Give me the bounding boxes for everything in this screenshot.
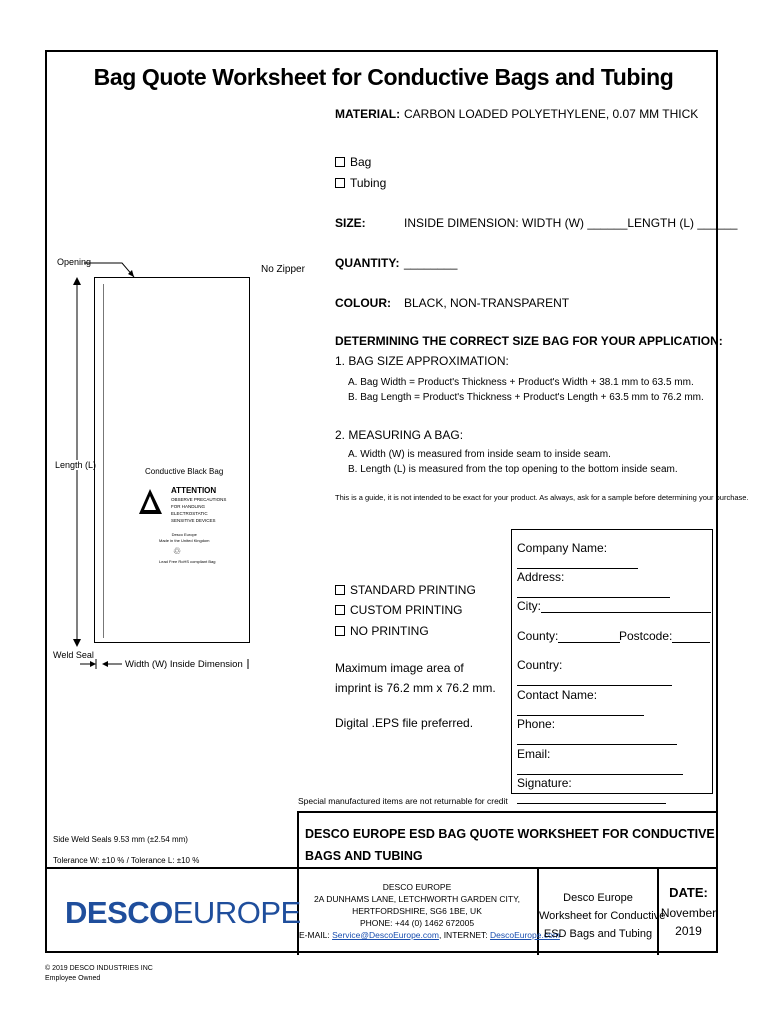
county-label: County: <box>517 629 559 643</box>
approx-a: A. Bag Width = Product's Thickness + Product's Width + 38.1 mm to 63.5 mm. <box>348 377 694 388</box>
weld-seal-label: Weld Seal <box>53 650 94 660</box>
document-name <box>539 889 666 943</box>
eps-note: Digital .EPS file preferred. <box>335 716 474 730</box>
measure-heading: 2. MEASURING A BAG: <box>335 428 464 442</box>
internet-link[interactable]: DescoEurope.com <box>489 930 560 940</box>
no-zipper-label: No Zipper <box>261 264 305 275</box>
esd-symbol-icon <box>138 488 163 516</box>
signature-input-line[interactable] <box>517 792 666 804</box>
section-divider <box>47 867 716 869</box>
address-input-line[interactable] <box>517 586 670 598</box>
county-input-line[interactable] <box>558 631 620 643</box>
guide-note: This is a guide, it is not intended to be exact for your product. As always, ask for a sample before determining your purchase. <box>335 493 749 502</box>
worksheet-frame <box>45 50 749 953</box>
company-input-line[interactable] <box>517 557 638 569</box>
company-label: Company Name: <box>517 541 608 555</box>
side-weld-note: Side Weld Seals 9.53 mm (±2.54 mm) <box>53 835 188 844</box>
bag-inner-seam <box>103 284 245 638</box>
date-block <box>659 882 718 940</box>
worksheet-title: DESCO EUROPE ESD BAG QUOTE WORKSHEET FOR CONDUCTIVE BAGS AND TUBING <box>305 827 715 863</box>
address-field[interactable] <box>517 570 712 598</box>
copyright: © 2019 DESCO INDUSTRIES INC <box>45 965 153 972</box>
bag-rohs-text: Lead Free RoHS compliant Bag <box>159 559 216 564</box>
city-input-line[interactable] <box>541 601 711 613</box>
contact-name-label: Contact Name: <box>517 688 598 702</box>
doc-name-line: Worksheet for Conductive <box>539 910 666 922</box>
address-label: Address: <box>517 570 565 584</box>
bag-small-line: Desco Europe <box>171 532 197 537</box>
quantity-label: QUANTITY: <box>335 256 400 270</box>
signature-field[interactable] <box>517 776 712 804</box>
tolerance-note: Tolerance W: ±10 % / Tolerance L: ±10 % <box>53 856 200 865</box>
page-title: Bag Quote Worksheet for Conductive Bags and Tubing <box>93 64 674 90</box>
county-field[interactable] <box>517 629 620 643</box>
attention-line: SENSITIVE DEVICES <box>171 518 216 523</box>
email-field[interactable] <box>517 747 712 775</box>
bag-option[interactable] <box>335 155 371 169</box>
no-printing-label: NO PRINTING <box>350 624 429 638</box>
date-year: 2019 <box>675 924 702 938</box>
country-input-line[interactable] <box>517 674 672 686</box>
attention-line: FOR HANDLING <box>171 504 206 509</box>
address-links <box>299 929 560 941</box>
email-label: Email: <box>517 747 551 761</box>
doc-name-line: Desco Europe <box>563 892 633 904</box>
doc-name-line: ESD Bags and Tubing <box>543 928 653 940</box>
company-name: DESCO EUROPE <box>382 882 452 892</box>
attention-line: ELECTROSTATIC <box>171 511 208 516</box>
signature-label: Signature: <box>517 776 572 790</box>
email-input-line[interactable] <box>517 763 683 775</box>
custom-printing-checkbox[interactable] <box>335 605 345 615</box>
employee-owned: Employee Owned <box>45 975 101 982</box>
contact-box <box>511 529 713 794</box>
max-area-line-1: Maximum image area of <box>335 661 464 675</box>
tubing-checkbox[interactable] <box>335 178 345 188</box>
phone-input-line[interactable] <box>517 733 677 745</box>
contact-name-field[interactable] <box>517 688 712 716</box>
address-phone: PHONE: +44 (0) 1462 672005 <box>359 918 475 928</box>
bag-small-line: Made in the United Kingdom <box>159 538 210 543</box>
email-prefix: E-MAIL: <box>299 930 333 940</box>
logo-bold: DESCO <box>65 895 173 930</box>
tubing-option[interactable] <box>335 176 386 190</box>
postcode-field[interactable] <box>619 629 710 643</box>
date-label: DATE: <box>669 885 708 900</box>
internet-prefix: , INTERNET: <box>438 930 490 940</box>
contact-name-input-line[interactable] <box>517 704 644 716</box>
approx-heading: 1. BAG SIZE APPROXIMATION: <box>335 354 509 368</box>
bag-small-print <box>159 532 209 544</box>
footer <box>45 964 153 984</box>
attention-line: OBSERVE PRECAUTIONS <box>171 497 227 502</box>
custom-printing-option[interactable] <box>335 603 462 617</box>
tubing-option-label: Tubing <box>350 176 387 190</box>
no-printing-checkbox[interactable] <box>335 626 345 636</box>
country-field[interactable] <box>517 658 712 686</box>
standard-printing-option[interactable] <box>335 583 476 597</box>
desco-europe-logo <box>65 895 301 931</box>
measure-a: A. Width (W) is measured from inside seam to inside seam. <box>348 449 611 460</box>
bag-option-label: Bag <box>350 155 372 169</box>
material-value: CARBON LOADED POLYETHYLENE, 0.07 MM THICK <box>404 107 699 121</box>
width-label: Width (W) Inside Dimension <box>125 659 243 670</box>
city-label: City: <box>517 599 541 613</box>
address-block <box>299 881 560 941</box>
custom-printing-label: CUSTOM PRINTING <box>350 603 463 617</box>
recycle-icon: ♲ <box>173 546 182 556</box>
quantity-value: ________ <box>404 256 458 270</box>
phone-field[interactable] <box>517 717 712 745</box>
section-divider <box>297 811 299 867</box>
logo-light: EUROPE <box>172 895 301 930</box>
postcode-input-line[interactable] <box>672 631 710 643</box>
city-field[interactable] <box>517 599 711 613</box>
attention-text <box>171 496 226 524</box>
bag-print-label: Conductive Black Bag <box>145 467 224 476</box>
section-divider <box>297 811 716 813</box>
date-month: November <box>660 906 717 920</box>
no-printing-option[interactable] <box>335 624 429 638</box>
determining-heading: DETERMINING THE CORRECT SIZE BAG FOR YOUR APPLICATION: <box>335 334 723 348</box>
company-field[interactable] <box>517 541 712 569</box>
colour-label: COLOUR: <box>335 296 391 310</box>
postcode-label: Postcode: <box>619 629 673 643</box>
length-label: Length (L) <box>55 460 97 470</box>
address-line: HERTFORDSHIRE, SG6 1BE, UK <box>352 906 482 916</box>
email-link[interactable]: Service@DescoEurope.com <box>332 930 439 940</box>
attention-heading: ATTENTION <box>171 486 217 495</box>
approx-b: B. Bag Length = Product's Thickness + Product's Length + 63.5 mm to 76.2 mm. <box>348 392 704 403</box>
bag-illustration <box>94 277 250 643</box>
opening-label: Opening <box>57 257 92 267</box>
phone-label: Phone: <box>517 717 556 731</box>
country-label: Country: <box>517 658 563 672</box>
colour-value: BLACK, NON-TRANSPARENT <box>404 296 570 310</box>
standard-printing-checkbox[interactable] <box>335 585 345 595</box>
special-note: Special manufactured items are not returnable for credit <box>298 796 508 806</box>
address-line: 2A DUNHAMS LANE, LETCHWORTH GARDEN CITY, <box>313 894 521 904</box>
measure-b: B. Length (L) is measured from the top opening to the bottom inside seam. <box>348 464 678 475</box>
size-label: SIZE: <box>335 216 366 230</box>
material-label: MATERIAL: <box>335 107 401 121</box>
size-value: INSIDE DIMENSION: WIDTH (W) ______LENGTH (L) ______ <box>404 216 738 230</box>
standard-printing-label: STANDARD PRINTING <box>350 583 476 597</box>
max-area-line-2: imprint is 76.2 mm x 76.2 mm. <box>335 681 496 695</box>
bag-checkbox[interactable] <box>335 157 345 167</box>
